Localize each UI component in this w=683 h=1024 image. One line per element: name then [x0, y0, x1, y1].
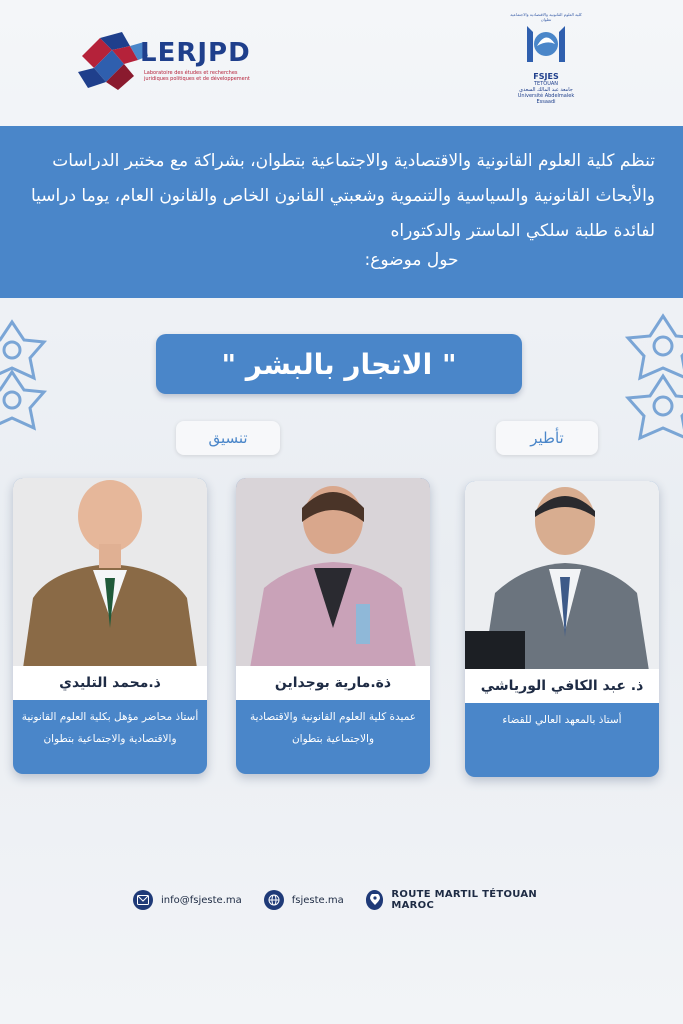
website-contact[interactable]: [264, 890, 344, 910]
left-ornament-icon: [0, 312, 52, 432]
address-text: ROUTE MARTIL TÉTOUAN MAROC: [391, 889, 538, 911]
right-ornament-icon: [618, 306, 683, 446]
fsjes-emblem-icon: [523, 22, 569, 66]
speaker-description: عميدة كلية العلوم القانونية والاقتصادية والاجتماعية بتطوان: [249, 711, 417, 745]
coordination-tag: تنسيق: [176, 421, 280, 455]
speaker-photo: [236, 478, 430, 668]
intro-text: تنظم كلية العلوم القانونية والاقتصادية والاجتماعية بتطوان، بشراكة مع مختبر الدراسات والأبحاث القانونية والسياسية والتنموية وشعبتي القانون الخاص والقانون العام، يوما دراسيا لفائدة طلبة سلكي الماستر والدكتوراه: [30, 151, 655, 241]
speaker-photo: [13, 478, 207, 668]
globe-icon: [264, 890, 284, 910]
supervision-tag: تأطير: [496, 421, 598, 455]
address-contact: [366, 889, 561, 911]
speaker-name: ذ.محمد التليدي: [13, 666, 207, 700]
speaker-card: [13, 478, 207, 774]
speaker-description: أستاذ محاضر مؤهل بكلية العلوم القانونية والاقتصادية والاجتماعية بتطوان: [21, 711, 199, 745]
fsjes-city: TETOUAN: [533, 81, 559, 87]
speaker-card: [236, 478, 430, 774]
topic-title: " الاتجار بالبشر ": [156, 334, 522, 394]
intro-banner: [0, 126, 683, 298]
speaker-name: ذ. عبد الكافي الورياشي: [465, 669, 659, 703]
ler-subtitle: Laboratoire des études et recherches juridiques politiques et de développement: [144, 70, 250, 82]
website-text: fsjeste.ma: [291, 894, 344, 906]
fsjes-top-text: كلية العلوم القانونية والاقتصادية والاجتماعية تطوان: [510, 12, 582, 22]
ler-title: LERJPD: [140, 38, 251, 68]
email-contact[interactable]: [133, 890, 242, 910]
fsjes-logo: [508, 12, 584, 108]
email-icon: [133, 890, 153, 910]
fsjes-university-fr: Université Abdelmalek Essaadi: [517, 93, 575, 105]
email-text: info@fsjeste.ma: [161, 894, 242, 906]
speaker-photo: [465, 481, 659, 671]
contact-bar: [133, 888, 583, 912]
speaker-card: [465, 481, 659, 777]
fsjes-short: FSJES: [533, 72, 559, 81]
speaker-name: ذة.مارية بوجداين: [236, 666, 430, 700]
fsjes-university-ar: جامعة عبد المالك السعدي: [519, 87, 573, 93]
speaker-description: أستاذ بالمعهد العالي للقضاء: [502, 714, 622, 726]
location-pin-icon: [366, 890, 384, 910]
intro-topic-lead: حول موضوع:: [364, 250, 459, 270]
ler-jpd-logo: [72, 18, 262, 108]
